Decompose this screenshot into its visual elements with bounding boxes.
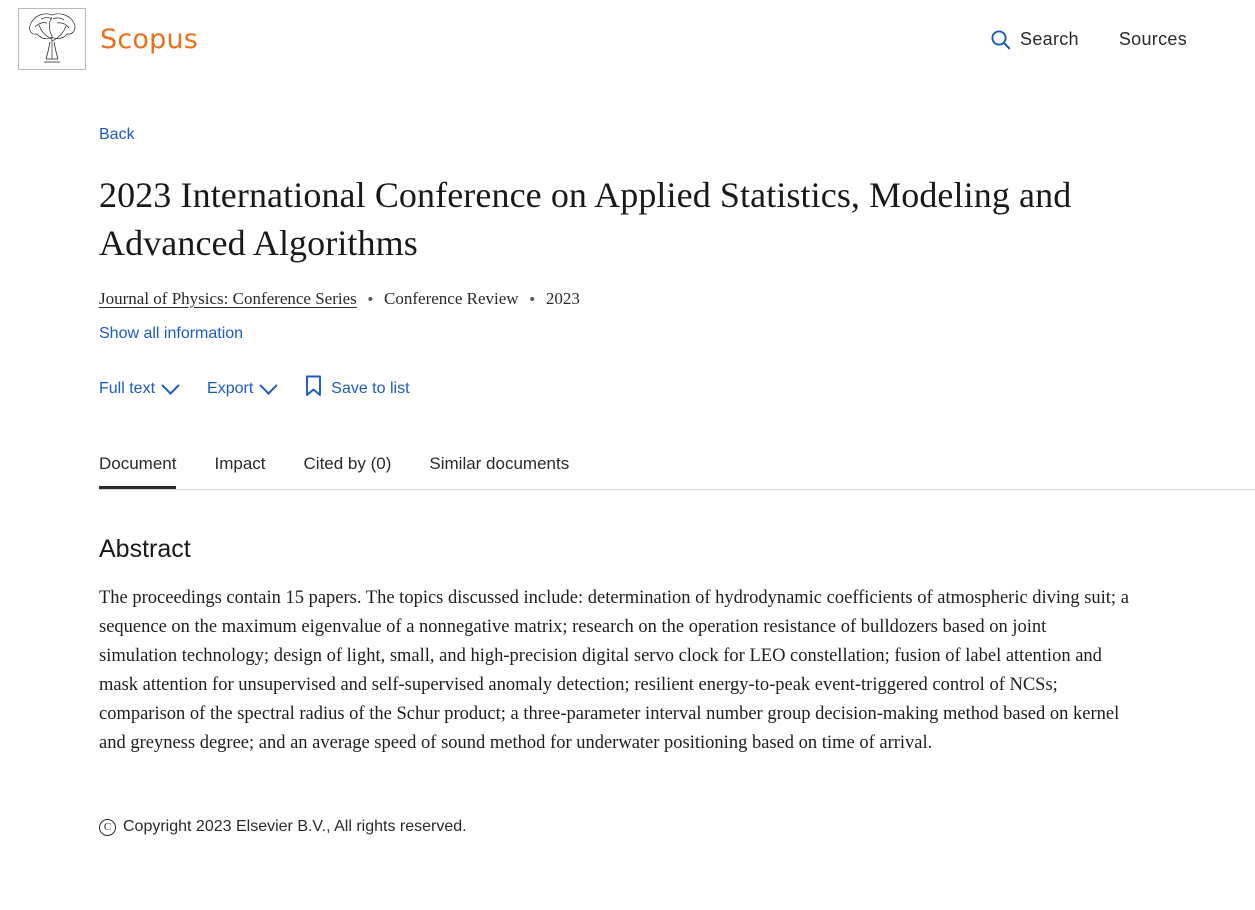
document-tabs [99, 454, 1255, 490]
app-header [0, 0, 1255, 78]
tab-document[interactable]: Document [99, 454, 176, 489]
save-to-list-button[interactable] [305, 375, 409, 402]
tab-similar-documents[interactable]: Similar documents [429, 454, 570, 474]
scopus-tree-logo-icon [18, 8, 86, 70]
source-metadata [99, 289, 1255, 309]
brand-logo[interactable] [18, 8, 198, 70]
document-type: Conference Review [384, 289, 519, 309]
back-link[interactable]: Back [99, 126, 135, 143]
main-content [0, 78, 1255, 836]
nav-search[interactable] [990, 29, 1079, 50]
export-button[interactable] [207, 380, 275, 398]
export-label: Export [207, 379, 254, 397]
source-publication-link[interactable]: Journal of Physics: Conference Series [99, 289, 357, 309]
chevron-down-icon [260, 377, 278, 395]
full-text-label: Full text [99, 379, 156, 397]
action-bar [99, 375, 1255, 402]
abstract-heading: Abstract [99, 535, 191, 564]
nav-search-label: Search [1020, 28, 1079, 49]
separator-dot: • [367, 290, 374, 308]
brand-name: Scopus [100, 23, 199, 55]
show-all-information-link[interactable]: Show all information [99, 325, 244, 343]
header-nav [990, 29, 1237, 50]
tab-cited-by[interactable]: Cited by (0) [303, 454, 392, 474]
copyright-icon: C [99, 819, 116, 836]
tab-impact[interactable]: Impact [214, 454, 266, 474]
nav-sources-label: Sources [1118, 28, 1187, 49]
bookmark-icon [305, 375, 322, 402]
copyright-notice [99, 818, 1255, 836]
publication-year: 2023 [545, 289, 580, 309]
nav-sources[interactable] [1119, 29, 1187, 50]
separator-dot: • [529, 290, 535, 308]
abstract-text: The proceedings contain 15 papers. The topics discussed include: determination of hydrodynamic coefficients of atmospheric diving suit; a sequence on the maximum eigenvalue of a nonnegative matrix; research on the operation resistance of bulldozers based on joint simulation technology; design of light, small, and high-precision digital servo clock for LEO constellation; fusion of label attention and mask attention for unsupervised and self-supervised anomaly detection; resilient energy-to-peak event-triggered control of NCSs; comparison of the spectral radius of the Schur product; a three-parameter interval number group decision-making method based on kernel and greyness degree; and an average speed of sound method for underwater positioning based on time of arrival. [99, 588, 1129, 754]
save-to-list-label: Save to list [331, 379, 410, 397]
full-text-button[interactable] [99, 380, 177, 398]
search-icon [990, 29, 1011, 50]
page-title: 2023 International Conference on Applied Statistics, Modeling and Advanced Algorithms [99, 175, 1072, 263]
copyright-text: Copyright 2023 Elsevier B.V., All rights reserved. [123, 818, 467, 836]
chevron-down-icon [161, 377, 179, 395]
